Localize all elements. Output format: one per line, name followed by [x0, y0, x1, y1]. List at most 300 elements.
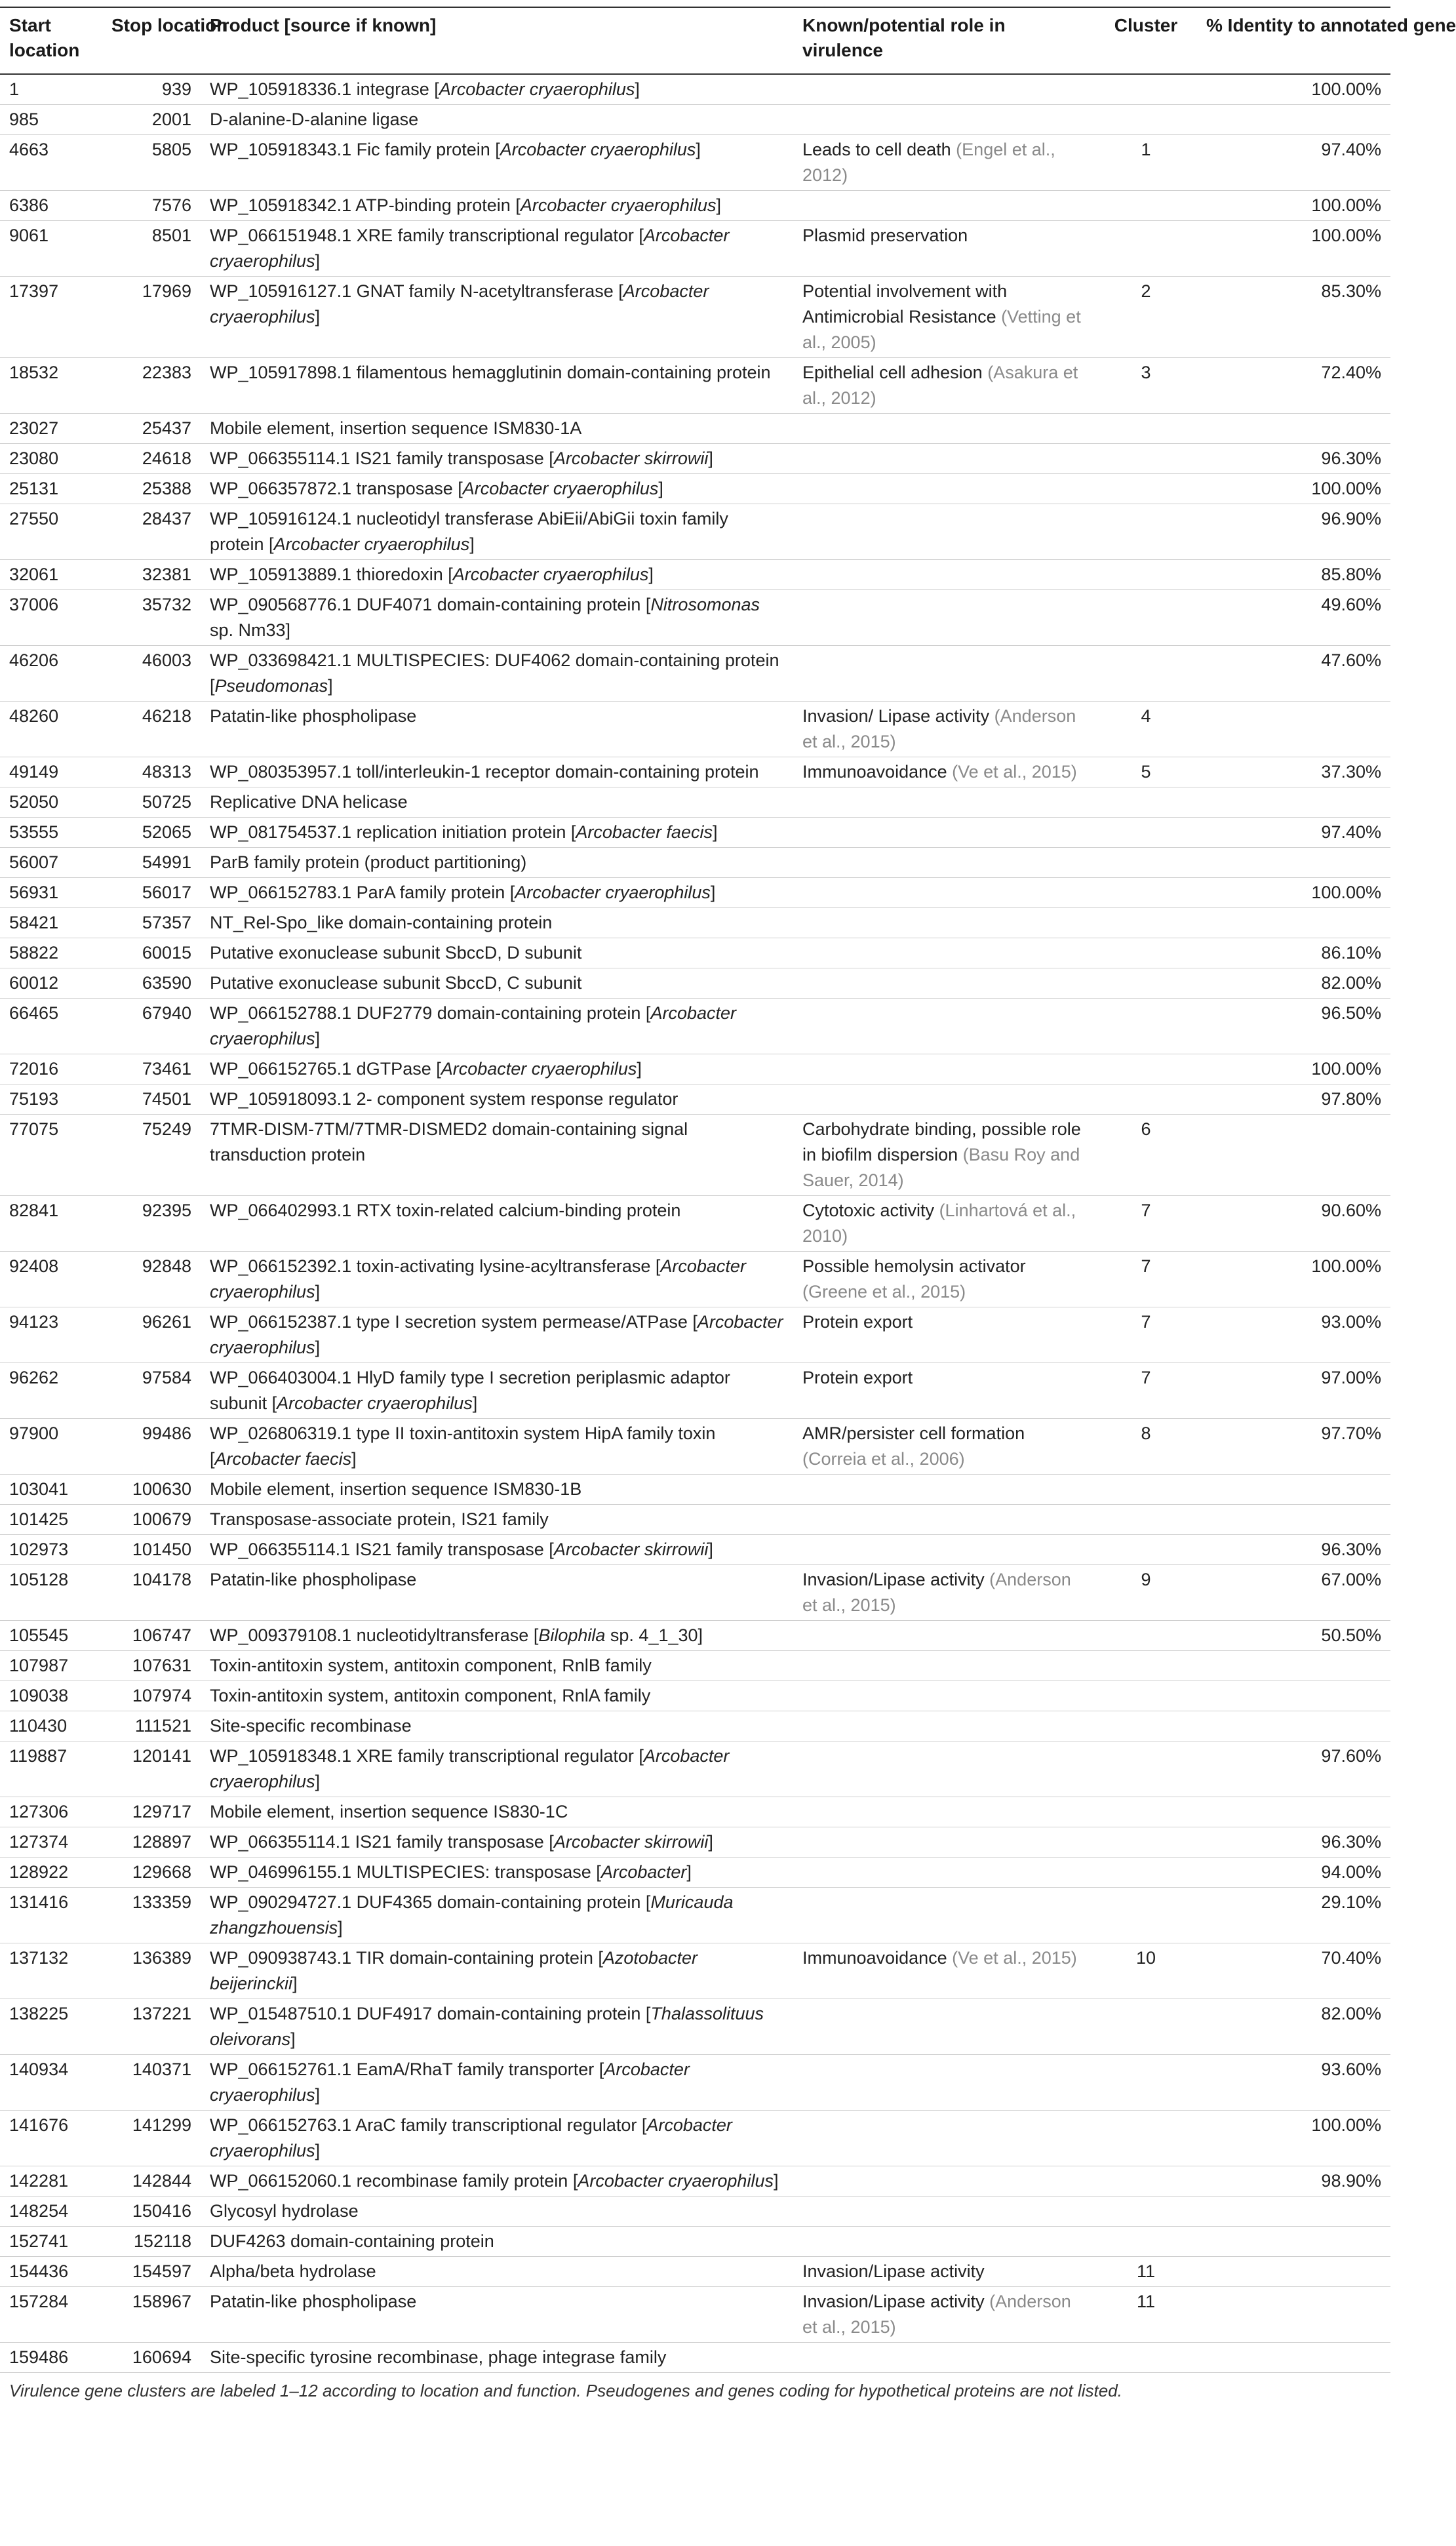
identity-cell: 96.30%: [1197, 444, 1390, 474]
stop-location-cell: 25388: [102, 474, 201, 504]
product-cell: [201, 2111, 793, 2166]
cell-text: D-alanine-D-alanine ligase: [210, 109, 419, 129]
stop-location-cell: 28437: [102, 504, 201, 560]
table-body: [0, 74, 1390, 2373]
start-location-cell: 148254: [0, 2197, 102, 2227]
table-row: [0, 818, 1390, 848]
cluster-cell: [1095, 2343, 1197, 2373]
cell-text: ]: [315, 1282, 321, 1302]
start-location-cell: 23027: [0, 414, 102, 444]
species-name: Arcobacter cryaerophilus: [210, 1256, 746, 1302]
product-cell: [201, 191, 793, 221]
start-location-cell: 32061: [0, 560, 102, 590]
stop-location-cell: 104178: [102, 1565, 201, 1621]
role-cell: [793, 2111, 1095, 2166]
cell-text: ]: [635, 79, 640, 99]
product-cell: [201, 999, 793, 1054]
cell-text: Transposase-associate protein, IS21 family: [210, 1509, 549, 1529]
product-cell: [201, 1827, 793, 1858]
product-cell: [201, 1888, 793, 1943]
species-name: Arcobacter cryaerophilus: [210, 1312, 783, 1357]
start-location-cell: 27550: [0, 504, 102, 560]
stop-location-cell: 97584: [102, 1363, 201, 1419]
stop-location-cell: 129668: [102, 1858, 201, 1888]
start-location-cell: 137132: [0, 1943, 102, 1999]
cluster-cell: [1095, 560, 1197, 590]
product-cell: [201, 504, 793, 560]
cell-text: ]: [648, 565, 654, 584]
stop-location-cell: 137221: [102, 1999, 201, 2055]
product-cell: [201, 1797, 793, 1827]
cell-text: AMR/persister cell formation: [802, 1423, 1025, 1443]
cluster-cell: [1095, 74, 1197, 105]
identity-cell: 37.30%: [1197, 757, 1390, 787]
cell-text: Carbohydrate binding, possible role in biofilm dispersion: [802, 1119, 1081, 1164]
cluster-cell: [1095, 191, 1197, 221]
product-cell: [201, 848, 793, 878]
role-cell: [793, 1115, 1095, 1196]
citation: (Ve et al., 2015): [952, 762, 1077, 782]
header-start-location: Start location: [0, 7, 102, 74]
species-name: Azotobacter beijerinckii: [210, 1948, 698, 1993]
role-cell: [793, 2257, 1095, 2287]
identity-cell: 100.00%: [1197, 878, 1390, 908]
role-cell: [793, 1741, 1095, 1797]
table-row: [0, 1711, 1390, 1741]
stop-location-cell: 152118: [102, 2227, 201, 2257]
cell-text: Protein export: [802, 1368, 913, 1387]
cell-text: ]: [708, 1832, 713, 1852]
identity-cell: [1197, 105, 1390, 135]
product-cell: [201, 702, 793, 757]
cell-text: Putative exonuclease subunit SbccD, D subunit: [210, 943, 582, 963]
stop-location-cell: 150416: [102, 2197, 201, 2227]
identity-cell: 100.00%: [1197, 1252, 1390, 1307]
product-cell: [201, 221, 793, 277]
table-row: [0, 1858, 1390, 1888]
identity-cell: [1197, 2343, 1390, 2373]
species-name: Arcobacter cryaerophilus: [441, 1059, 637, 1079]
product-cell: [201, 1711, 793, 1741]
stop-location-cell: 141299: [102, 2111, 201, 2166]
identity-cell: 94.00%: [1197, 1858, 1390, 1888]
cell-text: Mobile element, insertion sequence IS830-1C: [210, 1802, 568, 1821]
table-row: [0, 1943, 1390, 1999]
cluster-cell: [1095, 1505, 1197, 1535]
table-row: [0, 1084, 1390, 1115]
role-cell: [793, 1054, 1095, 1084]
cluster-cell: [1095, 1475, 1197, 1505]
cell-text: WP_066152387.1 type I secretion system permease/ATPase [: [210, 1312, 698, 1332]
role-cell: [793, 414, 1095, 444]
header-row: [0, 7, 1390, 74]
species-name: Arcobacter cryaerophilus: [210, 1746, 730, 1791]
identity-cell: 97.70%: [1197, 1419, 1390, 1475]
table-row: [0, 1621, 1390, 1651]
cluster-cell: [1095, 1535, 1197, 1565]
start-location-cell: 131416: [0, 1888, 102, 1943]
identity-cell: [1197, 414, 1390, 444]
cell-text: ]: [710, 883, 716, 902]
start-location-cell: 985: [0, 105, 102, 135]
identity-cell: 50.50%: [1197, 1621, 1390, 1651]
cell-text: Toxin-antitoxin system, antitoxin component, RnlA family: [210, 1686, 651, 1705]
identity-cell: 82.00%: [1197, 968, 1390, 999]
cell-text: Alpha/beta hydrolase: [210, 2261, 376, 2281]
citation: (Basu Roy and Sauer, 2014): [802, 1145, 1080, 1190]
cell-text: WP_080353957.1 toll/interleukin-1 receptor domain-containing protein: [210, 762, 759, 782]
cluster-cell: [1095, 1084, 1197, 1115]
start-location-cell: 18532: [0, 358, 102, 414]
role-cell: [793, 504, 1095, 560]
start-location-cell: 17397: [0, 277, 102, 358]
cluster-cell: [1095, 2166, 1197, 2197]
cell-text: WP_105918348.1 XRE family transcriptional regulator [: [210, 1746, 644, 1766]
species-name: Bilophila: [538, 1625, 606, 1645]
product-cell: [201, 2227, 793, 2257]
role-cell: [793, 1797, 1095, 1827]
stop-location-cell: 60015: [102, 938, 201, 968]
start-location-cell: 105545: [0, 1621, 102, 1651]
cluster-cell: [1095, 908, 1197, 938]
cell-text: Possible hemolysin activator: [802, 1256, 1026, 1276]
cell-text: ]: [708, 448, 713, 468]
cell-text: WP_105918093.1 2- component system response regulator: [210, 1089, 679, 1109]
cell-text: ]: [351, 1449, 357, 1469]
stop-location-cell: 142844: [102, 2166, 201, 2197]
start-location-cell: 46206: [0, 646, 102, 702]
identity-cell: 100.00%: [1197, 1054, 1390, 1084]
table-row: [0, 2287, 1390, 2343]
species-name: Arcobacter skirrowii: [553, 1832, 709, 1852]
product-cell: [201, 908, 793, 938]
table-row: [0, 1797, 1390, 1827]
product-cell: [201, 135, 793, 191]
cell-text: Invasion/Lipase activity: [802, 2292, 990, 2311]
role-cell: [793, 1196, 1095, 1252]
species-name: Arcobacter cryaerophilus: [520, 195, 717, 215]
cell-text: Invasion/ Lipase activity: [802, 706, 994, 726]
species-name: Arcobacter cryaerophilus: [210, 281, 709, 327]
identity-cell: [1197, 787, 1390, 818]
species-name: Arcobacter cryaerophilus: [462, 479, 659, 498]
table-row: [0, 2227, 1390, 2257]
product-cell: [201, 1419, 793, 1475]
table-row: [0, 702, 1390, 757]
species-name: Arcobacter cryaerophilus: [210, 2059, 690, 2105]
start-location-cell: 103041: [0, 1475, 102, 1505]
cell-text: ]: [315, 2085, 321, 2105]
species-name: Arcobacter cryaerophilus: [273, 534, 470, 554]
role-cell: [793, 1858, 1095, 1888]
product-cell: [201, 105, 793, 135]
header-role: Known/potential role in virulence: [793, 7, 1095, 74]
table-row: [0, 878, 1390, 908]
role-cell: [793, 968, 1095, 999]
table-row: [0, 1419, 1390, 1475]
table-row: [0, 590, 1390, 646]
cluster-cell: [1095, 1054, 1197, 1084]
cluster-cell: [1095, 1621, 1197, 1651]
start-location-cell: 110430: [0, 1711, 102, 1741]
cell-text: WP_066152765.1 dGTPase [: [210, 1059, 441, 1079]
stop-location-cell: 106747: [102, 1621, 201, 1651]
stop-location-cell: 939: [102, 74, 201, 105]
product-cell: [201, 74, 793, 105]
start-location-cell: 4663: [0, 135, 102, 191]
stop-location-cell: 133359: [102, 1888, 201, 1943]
identity-cell: 96.50%: [1197, 999, 1390, 1054]
cluster-cell: [1095, 848, 1197, 878]
product-cell: [201, 1084, 793, 1115]
identity-cell: 97.80%: [1197, 1084, 1390, 1115]
cell-text: WP_015487510.1 DUF4917 domain-containing protein [: [210, 2004, 651, 2023]
cluster-cell: [1095, 504, 1197, 560]
table-row: [0, 938, 1390, 968]
table-row: [0, 2111, 1390, 2166]
stop-location-cell: 107974: [102, 1681, 201, 1711]
cell-text: ]: [315, 2141, 321, 2160]
role-cell: [793, 818, 1095, 848]
species-name: Arcobacter skirrowii: [553, 1540, 709, 1559]
role-cell: [793, 474, 1095, 504]
cluster-cell: [1095, 878, 1197, 908]
stop-location-cell: 158967: [102, 2287, 201, 2343]
table-row: [0, 1741, 1390, 1797]
product-cell: [201, 1999, 793, 2055]
table-row: [0, 1307, 1390, 1363]
stop-location-cell: 56017: [102, 878, 201, 908]
role-cell: [793, 938, 1095, 968]
role-cell: [793, 999, 1095, 1054]
cluster-cell: [1095, 105, 1197, 135]
role-cell: [793, 878, 1095, 908]
cell-text: Leads to cell death: [802, 140, 956, 159]
start-location-cell: 9061: [0, 221, 102, 277]
role-cell: [793, 1084, 1095, 1115]
role-cell: [793, 787, 1095, 818]
cluster-cell: [1095, 968, 1197, 999]
start-location-cell: 97900: [0, 1419, 102, 1475]
stop-location-cell: 52065: [102, 818, 201, 848]
species-name: Thalassolituus oleivorans: [210, 2004, 764, 2049]
start-location-cell: 53555: [0, 818, 102, 848]
cell-text: Mobile element, insertion sequence ISM830-1A: [210, 418, 582, 438]
cell-text: WP_090294727.1 DUF4365 domain-containing protein [: [210, 1892, 651, 1912]
cell-text: WP_066152788.1 DUF2779 domain-containing protein [: [210, 1003, 651, 1023]
start-location-cell: 92408: [0, 1252, 102, 1307]
cell-text: DUF4263 domain-containing protein: [210, 2231, 494, 2251]
product-cell: [201, 1681, 793, 1711]
cluster-cell: [1095, 474, 1197, 504]
cluster-cell: [1095, 1711, 1197, 1741]
identity-cell: [1197, 2227, 1390, 2257]
product-cell: [201, 1943, 793, 1999]
cell-text: ]: [773, 2171, 779, 2191]
citation: (Correia et al., 2006): [802, 1449, 965, 1469]
start-location-cell: 107987: [0, 1651, 102, 1681]
table-row: [0, 2166, 1390, 2197]
cluster-cell: 6: [1095, 1115, 1197, 1196]
identity-cell: 93.00%: [1197, 1307, 1390, 1363]
cluster-cell: 10: [1095, 1943, 1197, 1999]
cell-text: Glycosyl hydrolase: [210, 2201, 359, 2221]
cluster-cell: [1095, 1681, 1197, 1711]
citation: (Anderson et al., 2015): [802, 2292, 1071, 2337]
stop-location-cell: 92848: [102, 1252, 201, 1307]
identity-cell: [1197, 2257, 1390, 2287]
citation: (Ve et al., 2015): [952, 1948, 1077, 1968]
role-cell: [793, 1711, 1095, 1741]
identity-cell: [1197, 1651, 1390, 1681]
role-cell: [793, 908, 1095, 938]
cluster-cell: 5: [1095, 757, 1197, 787]
role-cell: [793, 1419, 1095, 1475]
table-row: [0, 787, 1390, 818]
stop-location-cell: 96261: [102, 1307, 201, 1363]
identity-cell: 49.60%: [1197, 590, 1390, 646]
start-location-cell: 154436: [0, 2257, 102, 2287]
table-row: [0, 74, 1390, 105]
identity-cell: [1197, 908, 1390, 938]
role-cell: [793, 702, 1095, 757]
identity-cell: 85.80%: [1197, 560, 1390, 590]
stop-location-cell: 46218: [102, 702, 201, 757]
role-cell: [793, 1681, 1095, 1711]
cell-text: ]: [338, 1918, 343, 1938]
citation: (Anderson et al., 2015): [802, 1570, 1071, 1615]
start-location-cell: 82841: [0, 1196, 102, 1252]
cell-text: Site-specific tyrosine recombinase, phage integrase family: [210, 2347, 667, 2367]
identity-cell: 100.00%: [1197, 221, 1390, 277]
identity-cell: 67.00%: [1197, 1565, 1390, 1621]
cell-text: ]: [315, 307, 321, 327]
cell-text: ]: [716, 195, 721, 215]
stop-location-cell: 154597: [102, 2257, 201, 2287]
cluster-cell: 7: [1095, 1196, 1197, 1252]
cluster-cell: [1095, 1651, 1197, 1681]
role-cell: [793, 135, 1095, 191]
product-cell: [201, 474, 793, 504]
table-row: [0, 560, 1390, 590]
cell-text: WP_066402993.1 RTX toxin-related calcium-binding protein: [210, 1201, 681, 1220]
stop-location-cell: 22383: [102, 358, 201, 414]
identity-cell: 47.60%: [1197, 646, 1390, 702]
role-cell: [793, 191, 1095, 221]
table-row: [0, 2257, 1390, 2287]
role-cell: [793, 1888, 1095, 1943]
cell-text: Invasion/Lipase activity: [802, 1570, 990, 1589]
cell-text: ParB family protein (product partitioning): [210, 852, 527, 872]
role-cell: [793, 2343, 1095, 2373]
table-row: [0, 1252, 1390, 1307]
species-name: Nitrosomonas: [650, 595, 760, 614]
cell-text: Putative exonuclease subunit SbccD, C subunit: [210, 973, 582, 993]
product-cell: [201, 1858, 793, 1888]
species-name: Arcobacter cryaerophilus: [578, 2171, 774, 2191]
cell-text: ]: [290, 2029, 296, 2049]
product-cell: [201, 938, 793, 968]
table-row: [0, 135, 1390, 191]
start-location-cell: 119887: [0, 1741, 102, 1797]
species-name: Arcobacter: [600, 1862, 687, 1882]
role-cell: [793, 1252, 1095, 1307]
cluster-cell: 2: [1095, 277, 1197, 358]
cell-text: WP_026806319.1 type II toxin-antitoxin system HipA family toxin [: [210, 1423, 716, 1469]
product-cell: [201, 358, 793, 414]
stop-location-cell: 7576: [102, 191, 201, 221]
cluster-cell: [1095, 1797, 1197, 1827]
cell-text: WP_105918336.1 integrase [: [210, 79, 439, 99]
table-row: [0, 1475, 1390, 1505]
cell-text: WP_105916127.1 GNAT family N-acetyltransferase [: [210, 281, 623, 301]
stop-location-cell: 5805: [102, 135, 201, 191]
stop-location-cell: 46003: [102, 646, 201, 702]
table-row: [0, 221, 1390, 277]
species-name: Arcobacter skirrowii: [553, 448, 709, 468]
identity-cell: 100.00%: [1197, 2111, 1390, 2166]
identity-cell: [1197, 1475, 1390, 1505]
stop-location-cell: 136389: [102, 1943, 201, 1999]
cell-text: ]: [315, 1338, 321, 1357]
cluster-cell: [1095, 2111, 1197, 2166]
cell-text: Patatin-like phospholipase: [210, 1570, 417, 1589]
cell-text: WP_105916124.1 nucleotidyl transferase AbiEii/AbiGii toxin family protein [: [210, 509, 728, 554]
table-row: [0, 1681, 1390, 1711]
role-cell: [793, 1651, 1095, 1681]
identity-cell: 97.00%: [1197, 1363, 1390, 1419]
stop-location-cell: 99486: [102, 1419, 201, 1475]
table-row: [0, 2343, 1390, 2373]
cell-text: Invasion/Lipase activity: [802, 2261, 985, 2281]
start-location-cell: 77075: [0, 1115, 102, 1196]
table-row: [0, 1363, 1390, 1419]
citation: (Engel et al., 2012): [802, 140, 1055, 185]
cell-text: Cytotoxic activity: [802, 1201, 939, 1220]
role-cell: [793, 105, 1095, 135]
table-row: [0, 908, 1390, 938]
cell-text: WP_066355114.1 IS21 family transposase [: [210, 448, 554, 468]
cell-text: Immunoavoidance: [802, 1948, 953, 1968]
cell-text: Patatin-like phospholipase: [210, 2292, 417, 2311]
start-location-cell: 141676: [0, 2111, 102, 2166]
citation: (Greene et al., 2015): [802, 1282, 966, 1302]
stop-location-cell: 74501: [102, 1084, 201, 1115]
cell-text: WP_105917898.1 filamentous hemagglutinin domain-containing protein: [210, 363, 771, 382]
start-location-cell: 56007: [0, 848, 102, 878]
start-location-cell: 75193: [0, 1084, 102, 1115]
table-row: [0, 2197, 1390, 2227]
product-cell: [201, 1196, 793, 1252]
cell-text: ]: [696, 140, 701, 159]
role-cell: [793, 590, 1095, 646]
cell-text: Plasmid preservation: [802, 226, 968, 245]
cell-text: sp. 4_1_30]: [605, 1625, 703, 1645]
table-row: [0, 1999, 1390, 2055]
cell-text: WP_090938743.1 TIR domain-containing protein [: [210, 1948, 603, 1968]
citation: (Vetting et al., 2005): [802, 307, 1081, 352]
cell-text: WP_105918342.1 ATP-binding protein [: [210, 195, 521, 215]
cell-text: WP_066355114.1 IS21 family transposase [: [210, 1832, 554, 1852]
product-cell: [201, 1651, 793, 1681]
cell-text: Potential involvement with Antimicrobial Resistance: [802, 281, 1008, 327]
start-location-cell: 23080: [0, 444, 102, 474]
start-location-cell: 127306: [0, 1797, 102, 1827]
cell-text: ]: [315, 1029, 321, 1048]
cell-text: WP_066355114.1 IS21 family transposase [: [210, 1540, 554, 1559]
table-row: [0, 757, 1390, 787]
role-cell: [793, 1535, 1095, 1565]
